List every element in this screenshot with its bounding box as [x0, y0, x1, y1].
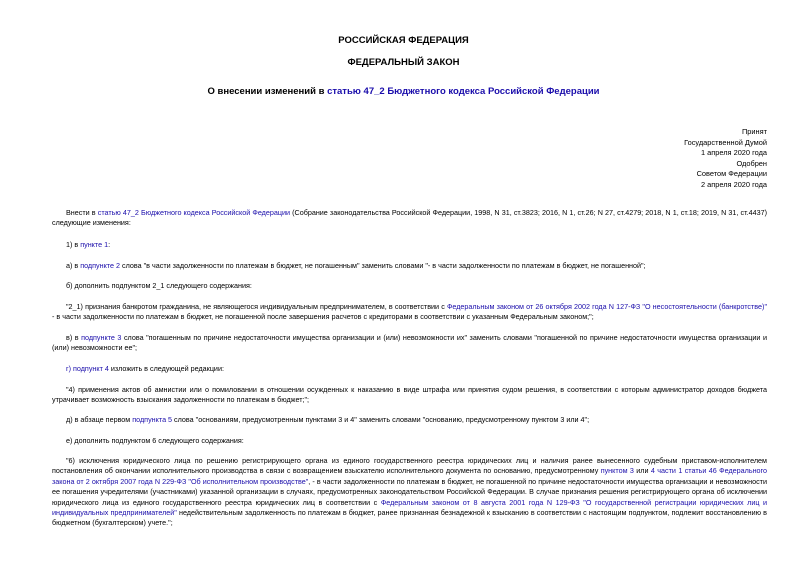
link-point-3[interactable]: пунктом 3: [600, 466, 634, 476]
adoption-line-5: Советом Федерации: [696, 169, 767, 179]
link-enforcement-law[interactable]: 4 части 1 статьи 46 Федерального закона от 2 октября 2007 года N 229-ФЗ "Об исполнительном производстве": [52, 466, 768, 486]
link-registration-law[interactable]: Федеральным законом от 8 августа 2001 года N 129-ФЗ "О государственной регистрации юридических лиц и индивидуальных предпринимателей": [52, 497, 767, 518]
paragraph-item-g: г) подпункт 4 изложить в следующей редакции:: [52, 364, 767, 374]
law-title-prefix: О внесении изменений в: [207, 86, 328, 97]
paragraph-item-a: а) в подпункте 2 слова "в части задолженности по платежам в бюджет, не погашенным" заменить словами "- в части задолженности по платежам в бюджет, не погашенной";: [66, 261, 646, 270]
link-bankruptcy-law[interactable]: Федеральным законом от 26 октября 2002 года N 127-ФЗ "О несостоятельности (банкротстве)": [446, 302, 767, 311]
link-point-1[interactable]: пункте 1: [80, 240, 109, 249]
adoption-block: [684, 127, 767, 191]
law-title-link[interactable]: статью 47_2 Бюджетного кодекса Российской Федерации: [327, 86, 600, 97]
paragraph-item-b: б) дополнить подпунктом 2_1 следующего содержания:: [66, 281, 252, 290]
link-subpoint-2[interactable]: подпункте 2: [80, 261, 121, 270]
link-subpoint-4[interactable]: г) подпункт 4: [66, 364, 109, 373]
adoption-line-3: 1 апреля 2020 года: [700, 148, 767, 158]
paragraph-intro: Внести в статью 47_2 Бюджетного кодекса Российской Федерации (Собрание законодательства Российской Федерации, 1998, N 31, ст.3823; 2016, N 1, ст.26; N 27, ст.4279; 2018, N 1, ст.18; 2019, N 31, ст.4437) следующие изменения:: [52, 208, 767, 228]
adoption-line-4: Одобрен: [736, 158, 767, 168]
law-title: [0, 86, 807, 97]
link-article-47-2[interactable]: статью 47_2 Бюджетного кодекса Российской Федерации: [97, 208, 291, 217]
country-heading: РОССИЙСКАЯ ФЕДЕРАЦИЯ: [338, 35, 469, 46]
adoption-line-1: Принят: [741, 127, 767, 136]
paragraph-item-v: в) в подпункте 3 слова "погашенным по причине недостаточности имущества организации и (или) невозможности их" заменить словами "погашенной по причине недостаточности имущества организации и (или) невозможности ее";: [52, 333, 767, 353]
paragraph-subpoint-2-1: "2_1) признания банкротом гражданина, не являющегося индивидуальным предпринимателем, в соответствии с Федеральным законом от 26 октября 2002 года N 127-ФЗ "О несостоятельности (банкротстве)" - в части задолженности по платежам в бюджет, не погашенной после завершения расчетов с кредиторами в соответствии с указанным Федеральным законом;";: [52, 302, 767, 322]
adoption-line-6: 2 апреля 2020 года: [700, 179, 767, 189]
law-type-heading: ФЕДЕРАЛЬНЫЙ ЗАКОН: [347, 57, 460, 68]
paragraph-subpoint-6: "6) исключения юридического лица по решению регистрирующего органа из единого государственного реестра юридических лиц и наличия ранее вынесенного судебным приставом-исполнителем постановления об окончании исполнительного производства в связи с возвращением взыскателю исполнительного документа по основанию, предусмотренному пунктом 3 или 4 части 1 статьи 46 Федерального закона от 2 октября 2007 года N 229-ФЗ "Об исполнительном производстве", - в части задолженности по платежам в бюджет, не погашенной по причине недостаточности имущества организации и невозможности ее погашения учредителями (участниками) указанной организации в случаях, предусмотренных законодательством Российской Федерации. В случае признания решения регистрирующего органа об исключении юридического лица из единого государственного реестра юридических лиц в соответствии с Федеральным законом от 8 августа 2001 года N 129-ФЗ "О государственной регистрации юридических лиц и индивидуальных предпринимателей" недействительным задолженность по платежам в бюджет, ранее признанная безнадежной к взысканию в соответствии с настоящим подпунктом, подлежит восстановлению в бюджетном (бухгалтерском) учете.";: [52, 456, 768, 528]
paragraph-item-1: 1) в пункте 1:: [66, 240, 111, 249]
link-subpoint-3[interactable]: подпункте 3: [81, 333, 122, 342]
paragraph-item-d: д) в абзаце первом подпункта 5 слова "основаниям, предусмотренным пунктами 3 и 4" заменить словами "основанию, предусмотренному пунктом 3 или 4";: [66, 415, 590, 424]
paragraph-item-e: е) дополнить подпунктом 6 следующего содержания:: [66, 436, 244, 445]
paragraph-subpoint-4: "4) применения актов об амнистии или о помиловании в отношении осужденных к наказанию в виде штрафа или принятия судом решения, в соответствии с которым администратор доходов бюджета утрачивает возможность взыскания задолженности по платежам в бюджет;";: [52, 385, 767, 405]
link-subpoint-5[interactable]: подпункта 5: [132, 415, 173, 424]
adoption-line-2: Государственной Думой: [684, 137, 767, 147]
